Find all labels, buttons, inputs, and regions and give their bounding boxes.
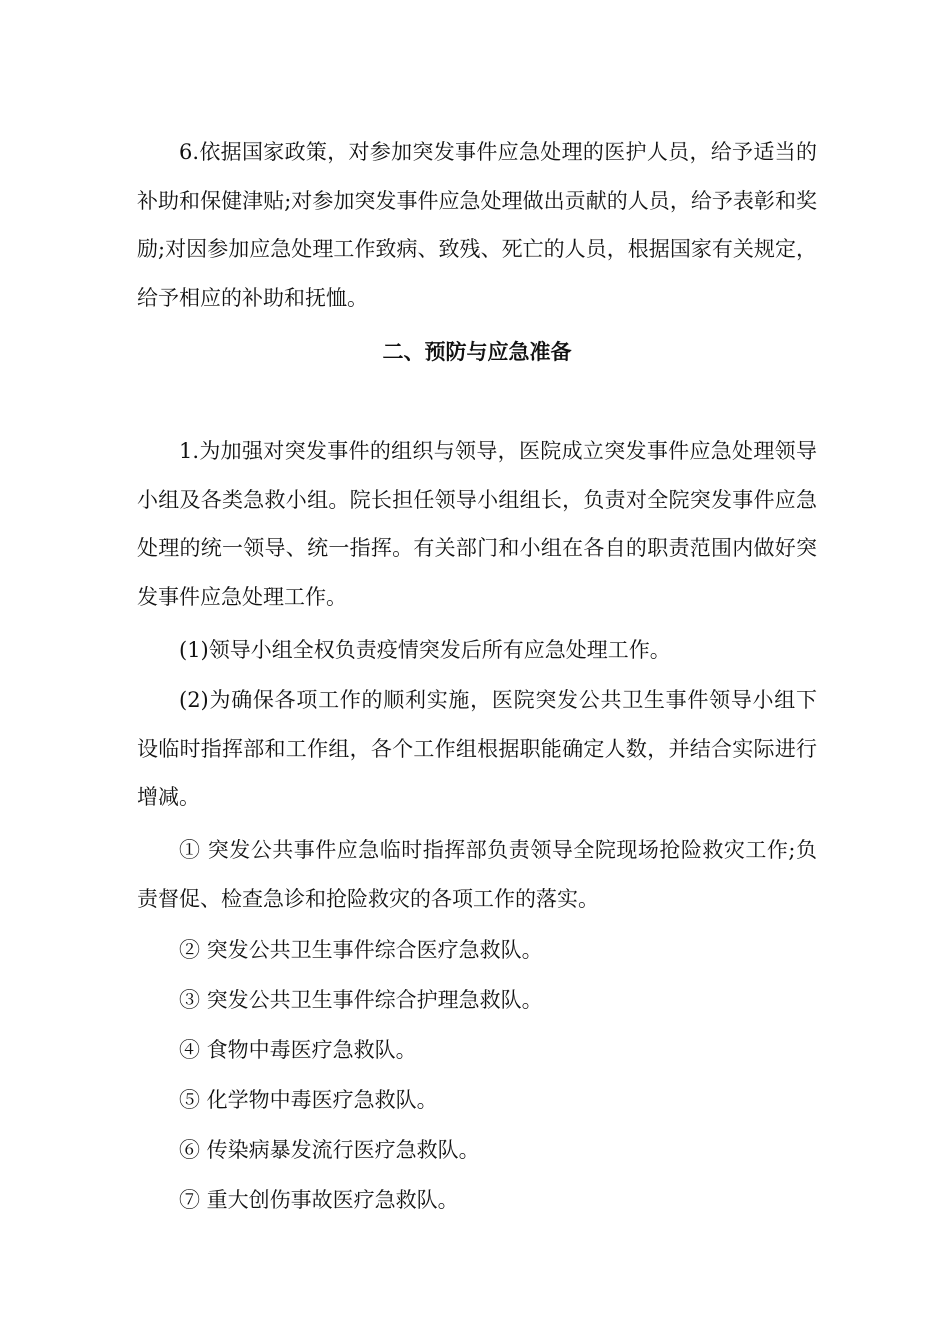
list-item-circle-5: ⑤ 化学物中毒医疗急救队。 — [179, 1088, 438, 1112]
list-item-circle-2: ② 突发公共卫生事件综合医疗急救队。 — [179, 938, 543, 962]
list-item-circle-3: ③ 突发公共卫生事件综合护理急救队。 — [179, 988, 543, 1012]
list-item-circle-4: ④ 食物中毒医疗急救队。 — [179, 1038, 417, 1062]
section-heading: 二、预防与应急准备 — [382, 340, 572, 364]
paragraph-sub-item-1: (1)领导小组全权负责疫情突发后所有应急处理工作。 — [179, 638, 671, 662]
list-item-circle-6: ⑥ 传染病暴发流行医疗急救队。 — [179, 1138, 480, 1162]
list-item-circle-7: ⑦ 重大创伤事故医疗急救队。 — [179, 1188, 459, 1212]
paragraph-item-1: 1.为加强对突发事件的组织与领导，医院成立突发事件应急处理领导小组及各类急救小组。院长担任领导小组组长，负责对全院突发事件应急处理的统一领导、统一指挥。有关部门和小组在各自的职责范围内做好突发事件应急处理工作。 — [137, 439, 817, 609]
paragraph-item-6: 6.依据国家政策，对参加突发事件应急处理的医护人员，给予适当的补助和保健津贴;对参加突发事件应急处理做出贡献的人员，给予表彰和奖励;对因参加应急处理工作致病、致残、死亡的人员，根据国家有关规定，给予相应的补助和抚恤。 — [137, 140, 817, 310]
list-item-circle-1: ① 突发公共事件应急临时指挥部负责领导全院现场抢险救灾工作;负责督促、检查急诊和抢险救灾的各项工作的落实。 — [137, 838, 817, 911]
paragraph-sub-item-2: (2)为确保各项工作的顺利实施，医院突发公共卫生事件领导小组下设临时指挥部和工作组，各个工作组根据职能确定人数，并结合实际进行增减。 — [137, 688, 817, 809]
